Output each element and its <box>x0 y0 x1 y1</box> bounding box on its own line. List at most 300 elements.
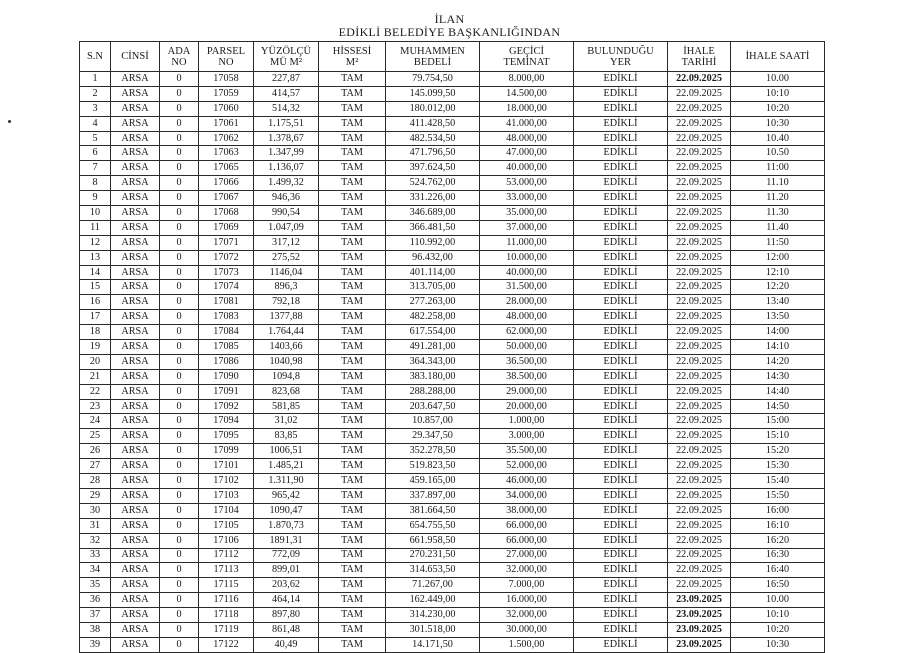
table-cell: 21 <box>80 369 111 384</box>
table-cell: TAM <box>319 295 386 310</box>
table-row <box>80 280 825 295</box>
table-cell: 524.762,00 <box>386 176 480 191</box>
table-cell: 46.000,00 <box>480 474 574 489</box>
table-cell: 15:20 <box>731 444 825 459</box>
table-cell: 661.958,50 <box>386 533 480 548</box>
table-cell: ARSA <box>111 429 160 444</box>
table-row <box>80 622 825 637</box>
table-cell: 83,85 <box>254 429 319 444</box>
table-cell: 31,02 <box>254 414 319 429</box>
table-cell: 1403,66 <box>254 340 319 355</box>
table-row <box>80 369 825 384</box>
table-cell: 37.000,00 <box>480 220 574 235</box>
table-cell: TAM <box>319 384 386 399</box>
table-cell: 12:20 <box>731 280 825 295</box>
table-cell: 899,01 <box>254 563 319 578</box>
table-cell: 401.114,00 <box>386 265 480 280</box>
table-cell: 22.09.2025 <box>668 474 731 489</box>
column-header-line: NO <box>171 56 187 68</box>
table-cell: 617.554,00 <box>386 325 480 340</box>
table-cell: 14:40 <box>731 384 825 399</box>
table-cell: TAM <box>319 354 386 369</box>
table-cell: 12 <box>80 235 111 250</box>
table-cell: 162.449,00 <box>386 593 480 608</box>
table-row <box>80 191 825 206</box>
table-cell: 13 <box>80 250 111 265</box>
table-cell: EDİKLİ <box>574 72 668 87</box>
table-row <box>80 399 825 414</box>
table-header-row <box>80 42 825 72</box>
table-cell: TAM <box>319 533 386 548</box>
table-cell: 52.000,00 <box>480 459 574 474</box>
column-header <box>111 42 160 72</box>
scan-speck <box>8 120 11 123</box>
table-cell: 17101 <box>199 459 254 474</box>
table-cell: 16 <box>80 295 111 310</box>
table-cell: 3.000,00 <box>480 429 574 444</box>
table-cell: 48.000,00 <box>480 131 574 146</box>
table-cell: EDİKLİ <box>574 220 668 235</box>
table-cell: 491.281,00 <box>386 340 480 355</box>
table-cell: 4 <box>80 116 111 131</box>
table-cell: 471.796,50 <box>386 146 480 161</box>
table-cell: 14.500,00 <box>480 86 574 101</box>
table-cell: 366.481,50 <box>386 220 480 235</box>
table-row <box>80 146 825 161</box>
table-cell: 519.823,50 <box>386 459 480 474</box>
table-cell: TAM <box>319 474 386 489</box>
table-cell: 39 <box>80 637 111 652</box>
table-cell: EDİKLİ <box>574 593 668 608</box>
table-cell: ARSA <box>111 86 160 101</box>
table-cell: EDİKLİ <box>574 325 668 340</box>
table-cell: EDİKLİ <box>574 518 668 533</box>
table-cell: ARSA <box>111 206 160 221</box>
table-cell: 1.485,21 <box>254 459 319 474</box>
table-cell: 22.09.2025 <box>668 414 731 429</box>
table-cell: ARSA <box>111 161 160 176</box>
table-row <box>80 325 825 340</box>
table-cell: TAM <box>319 101 386 116</box>
column-header <box>319 42 386 72</box>
table-cell: EDİKLİ <box>574 191 668 206</box>
table-cell: 0 <box>160 518 199 533</box>
table-cell: 1.000,00 <box>480 414 574 429</box>
table-cell: 22.09.2025 <box>668 369 731 384</box>
table-row <box>80 72 825 87</box>
table-cell: EDİKLİ <box>574 161 668 176</box>
table-cell: TAM <box>319 72 386 87</box>
table-cell: 17058 <box>199 72 254 87</box>
table-cell: 1.311,90 <box>254 474 319 489</box>
table-cell: 0 <box>160 206 199 221</box>
table-cell: 22.09.2025 <box>668 503 731 518</box>
table-cell: 22.09.2025 <box>668 354 731 369</box>
table-cell: 17072 <box>199 250 254 265</box>
table-cell: 22.09.2025 <box>668 533 731 548</box>
table-cell: 5 <box>80 131 111 146</box>
table-cell: 17065 <box>199 161 254 176</box>
table-cell: 22.09.2025 <box>668 220 731 235</box>
table-row <box>80 101 825 116</box>
table-cell: 15:00 <box>731 414 825 429</box>
table-cell: 32.000,00 <box>480 563 574 578</box>
table-cell: 16:50 <box>731 578 825 593</box>
table-cell: ARSA <box>111 176 160 191</box>
table-cell: ARSA <box>111 116 160 131</box>
table-cell: 22.09.2025 <box>668 310 731 325</box>
table-cell: 0 <box>160 533 199 548</box>
table-cell: 27.000,00 <box>480 548 574 563</box>
table-cell: 62.000,00 <box>480 325 574 340</box>
table-cell: 9 <box>80 191 111 206</box>
column-header-line: GEÇİCİ <box>509 45 544 57</box>
table-cell: 16:30 <box>731 548 825 563</box>
table-cell: ARSA <box>111 503 160 518</box>
table-cell: 17081 <box>199 295 254 310</box>
column-header <box>199 42 254 72</box>
table-cell: 896,3 <box>254 280 319 295</box>
table-cell: 180.012,00 <box>386 101 480 116</box>
column-header-line: TARİHİ <box>681 56 717 68</box>
table-cell: 0 <box>160 384 199 399</box>
column-header-line: İHALE SAATİ <box>745 51 810 62</box>
column-header-line: YÜZÖLÇÜ <box>260 45 312 57</box>
column-header-line: MUHAMMEN <box>400 45 465 57</box>
table-cell: 38 <box>80 622 111 637</box>
table-row <box>80 593 825 608</box>
table-cell: TAM <box>319 548 386 563</box>
table-cell: 6 <box>80 146 111 161</box>
table-cell: 35.000,00 <box>480 206 574 221</box>
table-cell: 22.09.2025 <box>668 101 731 116</box>
table-row <box>80 578 825 593</box>
table-cell: EDİKLİ <box>574 459 668 474</box>
table-cell: 203.647,50 <box>386 399 480 414</box>
table-cell: 897,80 <box>254 608 319 623</box>
table-cell: EDİKLİ <box>574 622 668 637</box>
table-cell: 772,09 <box>254 548 319 563</box>
table-cell: ARSA <box>111 474 160 489</box>
table-cell: ARSA <box>111 369 160 384</box>
table-row <box>80 637 825 652</box>
table-cell: 17092 <box>199 399 254 414</box>
table-cell: 1 <box>80 72 111 87</box>
table-cell: 0 <box>160 250 199 265</box>
table-cell: 16:20 <box>731 533 825 548</box>
table-cell: 22.09.2025 <box>668 206 731 221</box>
table-cell: ARSA <box>111 295 160 310</box>
table-cell: 11.40 <box>731 220 825 235</box>
table-cell: ARSA <box>111 399 160 414</box>
table-row <box>80 474 825 489</box>
table-cell: EDİKLİ <box>574 429 668 444</box>
table-cell: TAM <box>319 622 386 637</box>
column-header-line: PARSEL <box>206 45 246 57</box>
table-cell: 203,62 <box>254 578 319 593</box>
table-cell: ARSA <box>111 354 160 369</box>
table-cell: 381.664,50 <box>386 503 480 518</box>
table-cell: 301.518,00 <box>386 622 480 637</box>
table-cell: ARSA <box>111 250 160 265</box>
table-cell: 0 <box>160 116 199 131</box>
table-cell: 1.175,51 <box>254 116 319 131</box>
table-cell: 22.09.2025 <box>668 459 731 474</box>
table-cell: 18 <box>80 325 111 340</box>
table-cell: 15:40 <box>731 474 825 489</box>
table-cell: 22.09.2025 <box>668 295 731 310</box>
table-cell: 40.000,00 <box>480 265 574 280</box>
table-cell: 17063 <box>199 146 254 161</box>
table-cell: 22.09.2025 <box>668 563 731 578</box>
table-cell: 40.000,00 <box>480 161 574 176</box>
table-cell: 1.764,44 <box>254 325 319 340</box>
table-cell: 17099 <box>199 444 254 459</box>
table-cell: 1094,8 <box>254 369 319 384</box>
table-cell: 17086 <box>199 354 254 369</box>
table-cell: 0 <box>160 548 199 563</box>
table-cell: 22.09.2025 <box>668 340 731 355</box>
table-row <box>80 265 825 280</box>
table-cell: 8 <box>80 176 111 191</box>
table-cell: 22.09.2025 <box>668 578 731 593</box>
table-cell: 10.50 <box>731 146 825 161</box>
table-cell: 47.000,00 <box>480 146 574 161</box>
column-header-line: İHALE <box>683 45 715 57</box>
table-cell: 0 <box>160 474 199 489</box>
table-cell: EDİKLİ <box>574 206 668 221</box>
table-cell: 37 <box>80 608 111 623</box>
table-cell: ARSA <box>111 101 160 116</box>
table-cell: ARSA <box>111 444 160 459</box>
table-cell: 96.432,00 <box>386 250 480 265</box>
table-cell: 0 <box>160 444 199 459</box>
table-cell: 1.378,67 <box>254 131 319 146</box>
table-cell: 14:50 <box>731 399 825 414</box>
table-cell: ARSA <box>111 146 160 161</box>
table-cell: 11.20 <box>731 191 825 206</box>
table-cell: 34.000,00 <box>480 488 574 503</box>
table-cell: 0 <box>160 161 199 176</box>
table-cell: EDİKLİ <box>574 414 668 429</box>
table-cell: TAM <box>319 161 386 176</box>
table-cell: 383.180,00 <box>386 369 480 384</box>
table-cell: 0 <box>160 325 199 340</box>
table-cell: 22.09.2025 <box>668 399 731 414</box>
table-cell: 1040,98 <box>254 354 319 369</box>
table-cell: 32 <box>80 533 111 548</box>
document-subtitle: EDİKLİ BELEDİYE BAŞKANLIĞINDAN <box>338 25 561 39</box>
table-cell: 464,14 <box>254 593 319 608</box>
table-cell: 35.500,00 <box>480 444 574 459</box>
table-cell: 1891,31 <box>254 533 319 548</box>
column-header-line: ADA <box>167 45 191 57</box>
column-header <box>80 42 111 72</box>
table-cell: TAM <box>319 146 386 161</box>
table-cell: 0 <box>160 637 199 652</box>
table-cell: 0 <box>160 354 199 369</box>
table-cell: TAM <box>319 116 386 131</box>
table-cell: EDİKLİ <box>574 340 668 355</box>
table-cell: ARSA <box>111 608 160 623</box>
table-cell: 16.000,00 <box>480 593 574 608</box>
table-cell: EDİKLİ <box>574 578 668 593</box>
table-cell: TAM <box>319 250 386 265</box>
table-cell: ARSA <box>111 459 160 474</box>
table-cell: ARSA <box>111 131 160 146</box>
table-cell: 17060 <box>199 101 254 116</box>
table-cell: 22.09.2025 <box>668 325 731 340</box>
table-cell: 11:50 <box>731 235 825 250</box>
table-cell: 22.09.2025 <box>668 86 731 101</box>
column-header-line: BULUNDUĞU <box>587 45 654 57</box>
column-header-line: TEMİNAT <box>503 56 550 68</box>
table-cell: TAM <box>319 206 386 221</box>
table-cell: TAM <box>319 518 386 533</box>
table-cell: ARSA <box>111 578 160 593</box>
table-cell: 0 <box>160 503 199 518</box>
table-cell: 514,32 <box>254 101 319 116</box>
table-row <box>80 459 825 474</box>
column-header-line: MÜ M² <box>269 56 303 68</box>
table-cell: 337.897,00 <box>386 488 480 503</box>
table-cell: EDİKLİ <box>574 250 668 265</box>
table-cell: 313.705,00 <box>386 280 480 295</box>
table-cell: 16:40 <box>731 563 825 578</box>
table-cell: 0 <box>160 369 199 384</box>
table-cell: 0 <box>160 340 199 355</box>
table-cell: 14:30 <box>731 369 825 384</box>
table-cell: 28 <box>80 474 111 489</box>
table-cell: 22 <box>80 384 111 399</box>
table-cell: 22.09.2025 <box>668 131 731 146</box>
table-cell: 10 <box>80 206 111 221</box>
column-header <box>480 42 574 72</box>
table-cell: 0 <box>160 593 199 608</box>
table-cell: ARSA <box>111 280 160 295</box>
table-cell: 17112 <box>199 548 254 563</box>
table-cell: 17104 <box>199 503 254 518</box>
table-cell: 10:20 <box>731 101 825 116</box>
table-cell: ARSA <box>111 384 160 399</box>
table-cell: EDİKLİ <box>574 146 668 161</box>
table-cell: 14.171,50 <box>386 637 480 652</box>
table-cell: 17083 <box>199 310 254 325</box>
table-row <box>80 533 825 548</box>
table-cell: 1090,47 <box>254 503 319 518</box>
table-cell: 22.09.2025 <box>668 116 731 131</box>
table-cell: 30.000,00 <box>480 622 574 637</box>
table-cell: 17113 <box>199 563 254 578</box>
table-cell: TAM <box>319 310 386 325</box>
table-cell: 0 <box>160 608 199 623</box>
table-cell: 0 <box>160 414 199 429</box>
table-cell: 17061 <box>199 116 254 131</box>
table-cell: 18.000,00 <box>480 101 574 116</box>
table-cell: 1146,04 <box>254 265 319 280</box>
table-row <box>80 444 825 459</box>
table-cell: 23.09.2025 <box>668 608 731 623</box>
table-cell: 11.30 <box>731 206 825 221</box>
table-cell: 33 <box>80 548 111 563</box>
table-cell: 12:10 <box>731 265 825 280</box>
table-cell: 17059 <box>199 86 254 101</box>
table-cell: 17085 <box>199 340 254 355</box>
table-row <box>80 518 825 533</box>
table-cell: 14:00 <box>731 325 825 340</box>
column-header-line: CİNSİ <box>121 51 149 62</box>
table-cell: ARSA <box>111 310 160 325</box>
table-cell: 14:20 <box>731 354 825 369</box>
table-cell: 11 <box>80 220 111 235</box>
table-cell: TAM <box>319 235 386 250</box>
table-cell: EDİKLİ <box>574 280 668 295</box>
table-cell: TAM <box>319 191 386 206</box>
table-cell: 0 <box>160 622 199 637</box>
table-cell: TAM <box>319 325 386 340</box>
table-cell: 17 <box>80 310 111 325</box>
table-cell: 1.047,09 <box>254 220 319 235</box>
table-cell: TAM <box>319 578 386 593</box>
table-cell: 66.000,00 <box>480 533 574 548</box>
table-cell: EDİKLİ <box>574 488 668 503</box>
table-cell: 17119 <box>199 622 254 637</box>
table-cell: 17122 <box>199 637 254 652</box>
table-cell: 0 <box>160 101 199 116</box>
table-row <box>80 608 825 623</box>
table-cell: 35 <box>80 578 111 593</box>
table-cell: 7 <box>80 161 111 176</box>
table-cell: TAM <box>319 369 386 384</box>
table-cell: 17103 <box>199 488 254 503</box>
table-cell: 581,85 <box>254 399 319 414</box>
table-cell: EDİKLİ <box>574 637 668 652</box>
table-cell: EDİKLİ <box>574 533 668 548</box>
table-cell: 1006,51 <box>254 444 319 459</box>
table-row <box>80 354 825 369</box>
table-cell: ARSA <box>111 340 160 355</box>
table-cell: 946,36 <box>254 191 319 206</box>
table-cell: 15:30 <box>731 459 825 474</box>
table-cell: 861,48 <box>254 622 319 637</box>
table-cell: 17073 <box>199 265 254 280</box>
table-cell: 12:00 <box>731 250 825 265</box>
table-cell: 29.000,00 <box>480 384 574 399</box>
column-header <box>386 42 480 72</box>
table-cell: TAM <box>319 459 386 474</box>
table-cell: 0 <box>160 235 199 250</box>
table-cell: EDİKLİ <box>574 444 668 459</box>
table-cell: 17095 <box>199 429 254 444</box>
table-cell: TAM <box>319 637 386 652</box>
table-cell: ARSA <box>111 220 160 235</box>
table-cell: 792,18 <box>254 295 319 310</box>
table-cell: ARSA <box>111 235 160 250</box>
table-row <box>80 340 825 355</box>
table-cell: 41.000,00 <box>480 116 574 131</box>
table-cell: 22.09.2025 <box>668 235 731 250</box>
table-cell: 654.755,50 <box>386 518 480 533</box>
table-cell: EDİKLİ <box>574 369 668 384</box>
table-cell: 277.263,00 <box>386 295 480 310</box>
table-cell: 17066 <box>199 176 254 191</box>
table-cell: 1377,88 <box>254 310 319 325</box>
table-cell: 22.09.2025 <box>668 548 731 563</box>
table-cell: EDİKLİ <box>574 176 668 191</box>
table-cell: 0 <box>160 131 199 146</box>
column-header-line: YER <box>610 56 631 68</box>
table-cell: 15:10 <box>731 429 825 444</box>
